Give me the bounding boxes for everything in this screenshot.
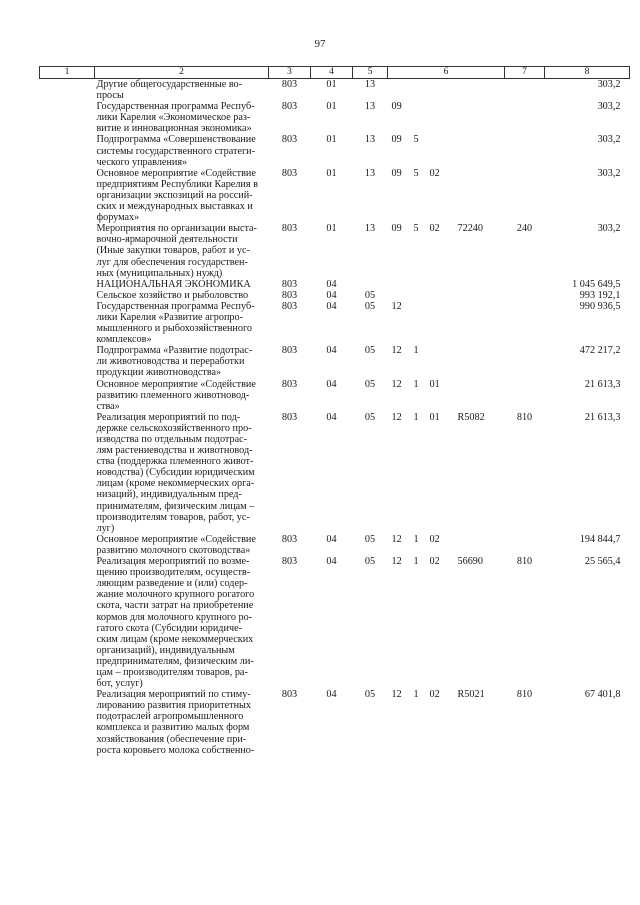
target-article-p2: 5 xyxy=(413,134,419,146)
code-section: 803 xyxy=(281,223,298,235)
code-section: 803 xyxy=(281,167,298,179)
row-name-line: мышленного и рыбохозяйственного xyxy=(96,323,252,335)
code-chapter: 01 xyxy=(326,223,337,235)
amount: 303,2 xyxy=(597,134,621,146)
code-subchapter: 05 xyxy=(364,345,376,357)
row-name-line: форумах» xyxy=(96,212,140,224)
target-article-p2: 1 xyxy=(413,533,419,545)
row-name-line: луг для обеспечения государствен- xyxy=(96,256,248,268)
code-subchapter: 05 xyxy=(364,300,376,312)
row-name-line: лики Карелия «Экономическое раз- xyxy=(96,112,251,124)
row-name-line: щению производителям, осуществ- xyxy=(96,567,251,579)
row-name-line: ства (поддержка племенного живот- xyxy=(96,456,254,468)
target-article-p4 xyxy=(458,101,505,112)
column-number-header xyxy=(40,67,630,79)
target-article-parts xyxy=(388,412,505,423)
row-name-line: развитию племенного животновод- xyxy=(96,389,250,401)
target-article-p4: 56690 xyxy=(457,556,483,568)
code-chapter: 01 xyxy=(326,134,337,146)
row-name-line: просы xyxy=(96,90,124,102)
code-expense-type xyxy=(505,379,545,412)
row-name-line: Другие общегосударственные во- xyxy=(96,79,243,90)
code-subchapter: 05 xyxy=(364,689,376,701)
code-section: 803 xyxy=(281,101,298,113)
row-name-line: низаций), индивидуальным пред- xyxy=(96,489,242,501)
row-name xyxy=(95,301,269,345)
code-chapter: 04 xyxy=(326,300,337,312)
column-header-2: 2 xyxy=(95,67,269,79)
amount: 303,2 xyxy=(597,79,621,90)
row-name-line: вочно-ярмарочной деятельности xyxy=(96,234,238,246)
target-article-p3: 02 xyxy=(429,689,440,701)
row-name-line: ляющим разведение и (или) содер- xyxy=(96,578,248,590)
target-article-p3 xyxy=(430,301,458,312)
target-article-p3: 02 xyxy=(429,167,440,179)
target-article-p4 xyxy=(458,379,505,390)
row-name-line: Государственная программа Респуб- xyxy=(96,300,255,312)
target-article-p3: 01 xyxy=(429,378,440,390)
row-name-line: кормов для молочного крупного ро- xyxy=(96,611,253,623)
target-article-p2 xyxy=(414,101,430,112)
code-expense-type xyxy=(505,345,545,378)
col-1-cell xyxy=(40,689,95,756)
target-article-parts xyxy=(388,556,505,567)
code-subchapter: 13 xyxy=(364,167,376,179)
code-chapter: 04 xyxy=(326,689,337,701)
row-name-line: Основное мероприятие «Содействие xyxy=(96,378,256,390)
target-article-p1: 12 xyxy=(391,411,402,423)
row-name xyxy=(95,379,269,412)
row-name-line: ских и международных выставках и xyxy=(96,201,253,213)
code-chapter: 04 xyxy=(326,556,337,568)
code-expense-type xyxy=(505,101,545,134)
code-section: 803 xyxy=(281,300,298,312)
row-name-line: продукции животноводства» xyxy=(96,367,222,379)
code-section: 803 xyxy=(281,378,298,390)
row-name-line: развитию молочного скотоводства» xyxy=(96,544,251,556)
row-name-line: Мероприятия по организации выста- xyxy=(96,223,257,235)
row-name-line: изводства по отдельным подотрас- xyxy=(96,434,248,445)
code-expense-type xyxy=(505,168,545,223)
code-target-article xyxy=(388,223,505,278)
row-name-line: лям растениеводства и животновод- xyxy=(96,445,253,457)
code-expense-type xyxy=(505,134,545,167)
code-expense-type: 240 xyxy=(516,223,533,235)
col-1-cell xyxy=(40,279,95,290)
table-row xyxy=(40,689,630,756)
table-row xyxy=(40,101,630,134)
target-article-p1: 12 xyxy=(391,345,402,357)
col-1-cell xyxy=(40,556,95,689)
code-subchapter: 13 xyxy=(364,101,376,113)
row-name-line: организаций), индивидуальным xyxy=(96,644,235,656)
row-name-line: лицам (кроме некоммерческих орга- xyxy=(96,478,255,490)
column-header-8: 8 xyxy=(545,67,630,79)
table-row xyxy=(40,223,630,278)
budget-table xyxy=(39,66,630,756)
code-chapter: 04 xyxy=(326,533,337,545)
row-name xyxy=(95,556,269,689)
row-name-line: Государственная программа Респуб- xyxy=(96,101,255,113)
target-article-p4: R5082 xyxy=(457,411,485,423)
code-subchapter: 13 xyxy=(364,79,376,90)
code-target-article xyxy=(388,301,505,345)
row-name-line: держке сельскохозяйственного про- xyxy=(96,422,252,434)
amount: 303,2 xyxy=(597,101,621,113)
code-section: 803 xyxy=(281,689,298,701)
row-name-line: луг) xyxy=(96,522,115,534)
row-name-line: Основное мероприятие «Содействие xyxy=(96,533,256,545)
row-name-line: жание молочного крупного рогатого xyxy=(96,589,255,601)
column-header-4: 4 xyxy=(311,67,353,79)
column-header-1: 1 xyxy=(40,67,95,79)
target-article-p4 xyxy=(458,345,505,356)
target-article-p1: 09 xyxy=(391,167,402,179)
code-target-article xyxy=(388,101,505,134)
code-expense-type xyxy=(505,534,545,556)
row-name-line: ли животноводства и переработки xyxy=(96,356,245,368)
code-chapter: 04 xyxy=(326,411,337,423)
code-section: 803 xyxy=(281,289,298,301)
row-name xyxy=(95,134,269,167)
code-section: 803 xyxy=(281,134,298,146)
row-name-line: Реализация мероприятий по возме- xyxy=(96,556,250,568)
code-section: 803 xyxy=(281,411,298,423)
target-article-p1: 09 xyxy=(391,101,402,113)
code-subchapter: 05 xyxy=(364,289,376,301)
code-target-article xyxy=(388,556,505,689)
code-target-article xyxy=(388,534,505,556)
code-expense-type xyxy=(505,301,545,345)
table-row xyxy=(40,79,630,102)
row-name xyxy=(95,412,269,534)
amount: 21 613,3 xyxy=(584,378,621,390)
target-article-p3: 02 xyxy=(429,223,440,235)
amount: 67 401,8 xyxy=(584,689,621,701)
amount: 303,2 xyxy=(597,167,621,179)
target-article-p4: 72240 xyxy=(457,223,483,235)
target-article-p3 xyxy=(430,345,458,356)
code-section: 803 xyxy=(281,556,298,568)
code-chapter: 01 xyxy=(326,79,337,90)
row-name-line: производителям товаров, работ, ус- xyxy=(96,511,250,523)
target-article-p3: 02 xyxy=(429,533,440,545)
code-target-article xyxy=(388,412,505,534)
target-article-p2: 1 xyxy=(413,556,419,568)
code-target-article xyxy=(388,279,505,290)
target-article-p2: 1 xyxy=(413,378,419,390)
code-expense-type xyxy=(505,290,545,301)
target-article-parts xyxy=(388,379,505,390)
row-name xyxy=(95,290,269,301)
code-subchapter: 05 xyxy=(364,411,376,423)
amount: 990 936,5 xyxy=(579,300,621,312)
row-name xyxy=(95,101,269,134)
table-row xyxy=(40,556,630,689)
target-article-parts xyxy=(388,101,505,112)
code-expense-type xyxy=(505,79,545,102)
col-1-cell xyxy=(40,534,95,556)
row-name-line: гатого скота (Субсидии юридиче- xyxy=(96,622,242,634)
page-number: 97 xyxy=(314,38,326,50)
code-target-article xyxy=(388,689,505,756)
target-article-p4 xyxy=(458,301,505,312)
row-name-line: Сельское хозяйство и рыболовство xyxy=(96,289,249,301)
target-article-p4 xyxy=(458,534,505,545)
amount: 21 613,3 xyxy=(584,411,621,423)
code-expense-type: 810 xyxy=(516,556,533,568)
target-article-p2: 1 xyxy=(413,345,419,357)
col-1-cell xyxy=(40,134,95,167)
target-article-p3: 01 xyxy=(429,411,440,423)
row-name xyxy=(95,79,269,102)
code-target-article xyxy=(388,379,505,412)
target-article-parts xyxy=(388,301,505,312)
target-article-p1: 09 xyxy=(391,134,402,146)
row-name-line: ства» xyxy=(96,400,120,412)
table-row xyxy=(40,345,630,378)
code-chapter: 04 xyxy=(326,345,337,357)
row-name-line: Подпрограмма «Развитие подотрас- xyxy=(96,345,253,357)
row-name-line: витие и инновационная экономика» xyxy=(96,123,252,135)
row-name xyxy=(95,345,269,378)
code-target-article xyxy=(388,345,505,378)
target-article-parts xyxy=(388,134,505,145)
row-name-line: предприятиям Республики Карелия в xyxy=(96,178,258,190)
row-name xyxy=(95,279,269,290)
code-chapter: 04 xyxy=(326,378,337,390)
target-article-p2: 5 xyxy=(413,223,419,235)
row-name-line: Основное мероприятие «Содействие xyxy=(96,167,256,179)
target-article-p1: 12 xyxy=(391,300,402,312)
code-expense-type: 810 xyxy=(516,689,533,701)
row-name-line: ческого управления» xyxy=(96,156,188,168)
target-article-p2: 1 xyxy=(413,689,419,701)
code-expense-type: 810 xyxy=(516,411,533,423)
col-1-cell xyxy=(40,79,95,102)
col-1-cell xyxy=(40,379,95,412)
row-name-line: хозяйствования (обеспечение при- xyxy=(96,733,247,745)
code-target-article xyxy=(388,290,505,301)
row-name-line: Реализация мероприятий по стиму- xyxy=(96,689,251,701)
row-name xyxy=(95,534,269,556)
code-section: 803 xyxy=(281,79,298,90)
target-article-p4 xyxy=(458,134,505,145)
target-article-p3 xyxy=(430,101,458,112)
table-row xyxy=(40,290,630,301)
column-header-7: 7 xyxy=(505,67,545,79)
row-name-line: новодства) (Субсидии юридическим xyxy=(96,467,255,479)
target-article-p1: 09 xyxy=(391,223,402,235)
row-name-line: лированию развития приоритетных xyxy=(96,700,251,712)
table-row xyxy=(40,534,630,556)
row-name xyxy=(95,168,269,223)
code-chapter: 01 xyxy=(326,167,337,179)
col-1-cell xyxy=(40,412,95,534)
code-subchapter xyxy=(353,279,388,290)
row-name-line: НАЦИОНАЛЬНАЯ ЭКОНОМИКА xyxy=(96,278,251,290)
target-article-p4: R5021 xyxy=(457,689,485,701)
row-name xyxy=(95,689,269,756)
row-name-line: принимателям, физическим лицам – xyxy=(96,500,255,512)
col-1-cell xyxy=(40,223,95,278)
target-article-parts xyxy=(388,689,505,700)
row-name-line: комплекса и развитию малых форм xyxy=(96,722,250,734)
row-name xyxy=(95,223,269,278)
table-row xyxy=(40,301,630,345)
target-article-p2 xyxy=(414,301,430,312)
target-article-p1: 12 xyxy=(391,689,402,701)
target-article-parts xyxy=(388,534,505,545)
row-name-line: Реализация мероприятий по под- xyxy=(96,411,241,423)
col-1-cell xyxy=(40,168,95,223)
amount: 303,2 xyxy=(597,223,621,235)
amount: 194 844,7 xyxy=(579,533,621,545)
column-header-3: 3 xyxy=(269,67,311,79)
target-article-p3 xyxy=(430,134,458,145)
code-target-article xyxy=(388,134,505,167)
code-section: 803 xyxy=(281,533,298,545)
column-header-5: 5 xyxy=(353,67,388,79)
target-article-p2: 5 xyxy=(413,167,419,179)
code-section: 803 xyxy=(281,345,298,357)
target-article-p4 xyxy=(458,168,505,179)
target-article-p1: 12 xyxy=(391,533,402,545)
code-target-article xyxy=(388,168,505,223)
row-name-line: ским лицам (кроме некоммерческих xyxy=(96,633,254,645)
row-name-line: системы государственного стратеги- xyxy=(96,145,255,157)
amount: 1 045 649,5 xyxy=(572,278,621,290)
target-article-parts xyxy=(388,168,505,179)
table-body xyxy=(40,79,630,756)
code-subchapter: 13 xyxy=(364,223,376,235)
col-1-cell xyxy=(40,345,95,378)
row-name-line: цам – производителям товаров, ра- xyxy=(96,666,248,678)
table-row xyxy=(40,379,630,412)
row-name-line: лики Карелия «Развитие агропро- xyxy=(96,311,244,323)
row-name-line: комплексов» xyxy=(96,334,152,346)
table-row xyxy=(40,279,630,290)
code-target-article xyxy=(388,79,505,102)
code-chapter: 04 xyxy=(326,289,337,301)
col-1-cell xyxy=(40,101,95,134)
row-name-line: ных (муниципальных) нужд) xyxy=(96,267,223,279)
table-row xyxy=(40,168,630,223)
table-row xyxy=(40,134,630,167)
amount: 472 217,2 xyxy=(579,345,621,357)
row-name-line: (Иные закупки товаров, работ и ус- xyxy=(96,245,250,257)
amount: 25 565,4 xyxy=(584,556,621,568)
row-name-line: организации экспозиций на россий- xyxy=(96,189,253,201)
row-name-line: роста коровьего молока собственно- xyxy=(96,744,255,756)
code-chapter: 01 xyxy=(326,101,337,113)
code-subchapter: 13 xyxy=(364,134,376,146)
target-article-p1: 12 xyxy=(391,556,402,568)
amount: 993 192,1 xyxy=(579,289,621,301)
column-header-6: 6 xyxy=(388,67,505,79)
target-article-p1: 12 xyxy=(391,378,402,390)
table-row xyxy=(40,412,630,534)
code-subchapter: 05 xyxy=(364,378,376,390)
code-chapter: 04 xyxy=(326,278,337,290)
code-subchapter: 05 xyxy=(364,533,376,545)
col-1-cell xyxy=(40,301,95,345)
code-subchapter: 05 xyxy=(364,556,376,568)
target-article-parts xyxy=(388,345,505,356)
target-article-p2: 1 xyxy=(413,411,419,423)
code-expense-type xyxy=(505,279,545,290)
row-name-line: скота, части затрат на приобретение xyxy=(96,600,254,612)
row-name-line: предпринимателям, физическим ли- xyxy=(96,655,254,667)
target-article-parts xyxy=(388,223,505,234)
target-article-p3: 02 xyxy=(429,556,440,568)
row-name-line: Подпрограмма «Совершенствование xyxy=(96,134,256,146)
col-1-cell xyxy=(40,290,95,301)
row-name-line: бот, услуг) xyxy=(96,678,143,690)
code-section: 803 xyxy=(281,278,298,290)
row-name-line: подотраслей агропромышленного xyxy=(96,711,244,723)
